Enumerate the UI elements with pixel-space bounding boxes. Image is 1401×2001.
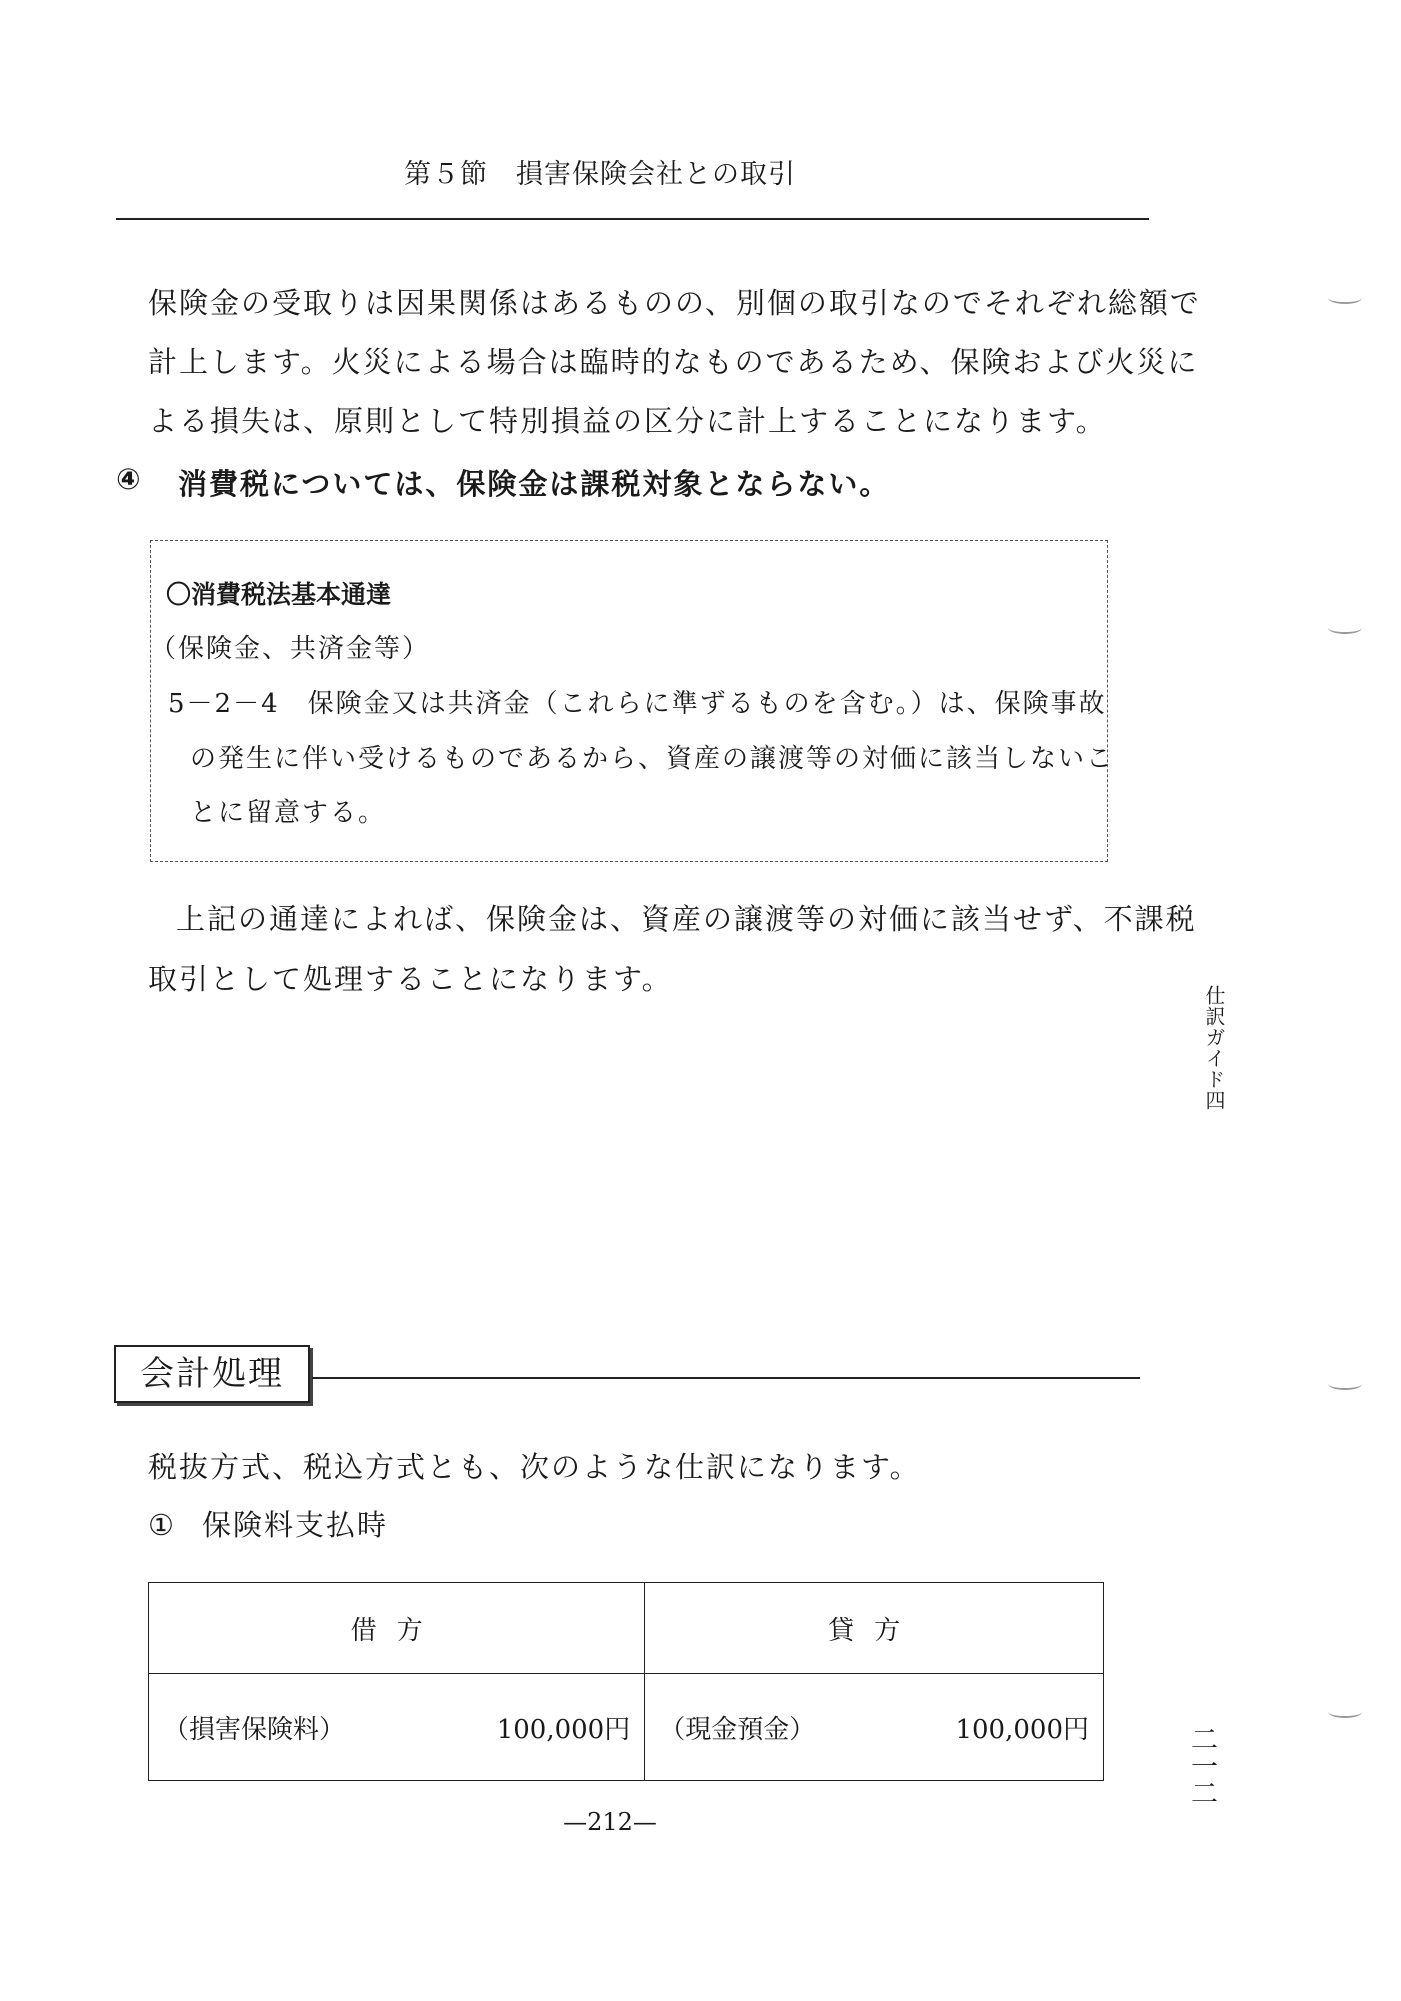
credit-header: 貸方 <box>645 1583 1104 1674</box>
intro-line-3: よる損失は、原則として特別損益の区分に計上することになります。 <box>148 404 1107 438</box>
debit-amount: 100,000円 <box>496 1714 631 1745</box>
debit-header: 借方 <box>149 1583 645 1674</box>
header-divider <box>116 218 1149 220</box>
binder-hole-mark <box>1328 1378 1362 1390</box>
credit-amount: 100,000円 <box>955 1714 1089 1745</box>
page-number-kanji: 二一二 <box>1186 1725 1217 1806</box>
conclusion-line-2: 取引として処理することになります。 <box>148 962 673 996</box>
step-1-label: 保険料支払時 <box>202 1508 389 1542</box>
accounting-section-title: 会計処理 <box>114 1345 310 1403</box>
notice-line-3: とに留意する。 <box>190 798 387 828</box>
binder-hole-mark <box>1328 292 1362 304</box>
point-4-text: 消費税については、保険金は課税対象とならない。 <box>178 467 891 501</box>
section-divider <box>312 1377 1140 1379</box>
intro-line-2: 計上します。火災による場合は臨時的なものであるため、保険および火災に <box>148 345 1199 379</box>
binder-hole-mark <box>1328 622 1362 634</box>
journal-entry-table <box>148 1582 1104 1781</box>
accounting-intro: 税抜方式、税込方式とも、次のような仕訳になります。 <box>148 1450 921 1484</box>
credit-account: （現金預金） <box>659 1714 816 1745</box>
table-header-row <box>149 1583 1104 1674</box>
side-chapter-label: 仕訳ガイド四 <box>1202 985 1226 1111</box>
conclusion-line-1: 上記の通達によれば、保険金は、資産の譲渡等の対価に該当せず、不課税 <box>176 902 1197 936</box>
debit-cell <box>149 1674 645 1781</box>
binder-hole-mark <box>1328 1706 1362 1718</box>
intro-line-1: 保険金の受取りは因果関係はあるものの、別個の取引なのでそれぞれ総額で <box>148 286 1201 320</box>
section-heading: 第５節 損害保険会社との取引 <box>404 159 796 190</box>
notice-subtitle: （保険金、共済金等） <box>150 634 431 664</box>
notice-title: 〇消費税法基本通達 <box>166 580 392 609</box>
notice-line-2: の発生に伴い受けるものであるから、資産の譲渡等の対価に該当しないこ <box>190 744 1115 774</box>
debit-account: （損害保険料） <box>163 1714 346 1745</box>
credit-cell <box>645 1674 1104 1781</box>
notice-line-1: 5－2－4 保険金又は共済金（これらに準ずるものを含む。）は、保険事故 <box>168 689 1107 719</box>
step-marker-1: ① <box>148 1508 176 1542</box>
point-marker-4: ④ <box>116 462 143 496</box>
table-row <box>149 1674 1104 1781</box>
page-number: —212— <box>563 1808 657 1836</box>
